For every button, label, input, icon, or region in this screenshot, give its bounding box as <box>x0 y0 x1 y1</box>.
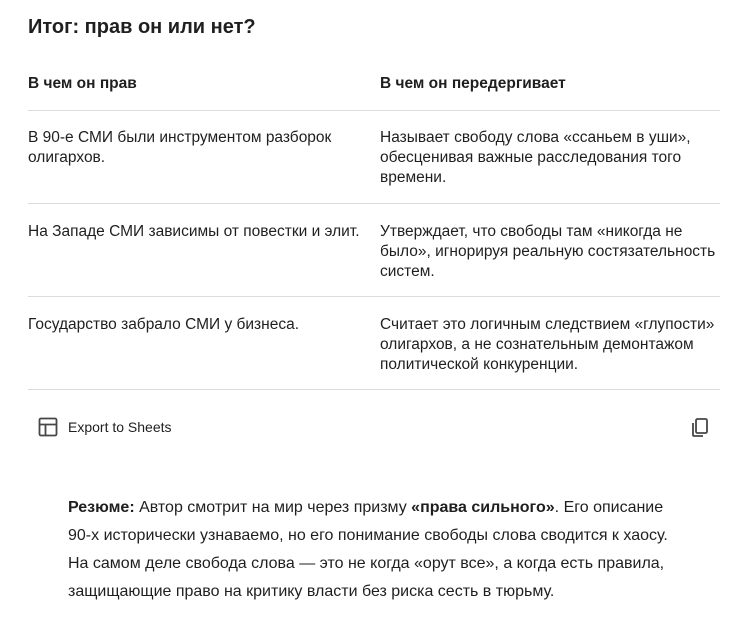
table-header-row <box>28 64 720 111</box>
section-heading: Итог: прав он или нет? <box>28 16 256 38</box>
table-cell: Считает это логичным следствием «глупости» олигархов, а не сознательным демонтажом политической конкуренции. <box>380 316 715 373</box>
table-cell: Называет свободу слова «ссаньем в уши», обесценивая важные расследования того времени. <box>380 129 691 186</box>
table-cell: Утверждает, что свободы там «никогда не было», игнорируя реальную состязательность систем. <box>380 223 716 280</box>
comparison-table <box>28 64 720 390</box>
export-button-label: Export to Sheets <box>68 419 172 435</box>
summary-paragraph <box>68 494 680 606</box>
table-actions-bar <box>28 405 720 449</box>
summary-text: . Его описание 90-х исторически узнаваемо, но его понимание свободы слова сводится к хаосу. На самом деле свобода слова — это не когда «орут все», а когда есть правила, защищающие право на критику власти без риска сесть в тюрьму. <box>68 499 668 600</box>
table-icon <box>38 417 58 437</box>
table-cell: В 90-е СМИ были инструментом разборок олигархов. <box>28 129 332 166</box>
summary-text: Автор смотрит на мир через призму <box>134 499 412 516</box>
table-row <box>28 111 720 204</box>
copy-table-button[interactable] <box>688 415 712 439</box>
column-header: В чем он передергивает <box>380 75 566 92</box>
summary-emphasis: «права сильного» <box>411 499 555 516</box>
table-cell: На Западе СМИ зависимы от повестки и элит. <box>28 223 360 240</box>
column-header: В чем он прав <box>28 75 137 92</box>
export-to-sheets-button[interactable] <box>28 411 182 443</box>
summary-label: Резюме: <box>68 499 135 516</box>
copy-icon <box>688 426 712 443</box>
table-row <box>28 297 720 390</box>
table-row <box>28 204 720 297</box>
table-cell: Государство забрало СМИ у бизнеса. <box>28 316 300 333</box>
